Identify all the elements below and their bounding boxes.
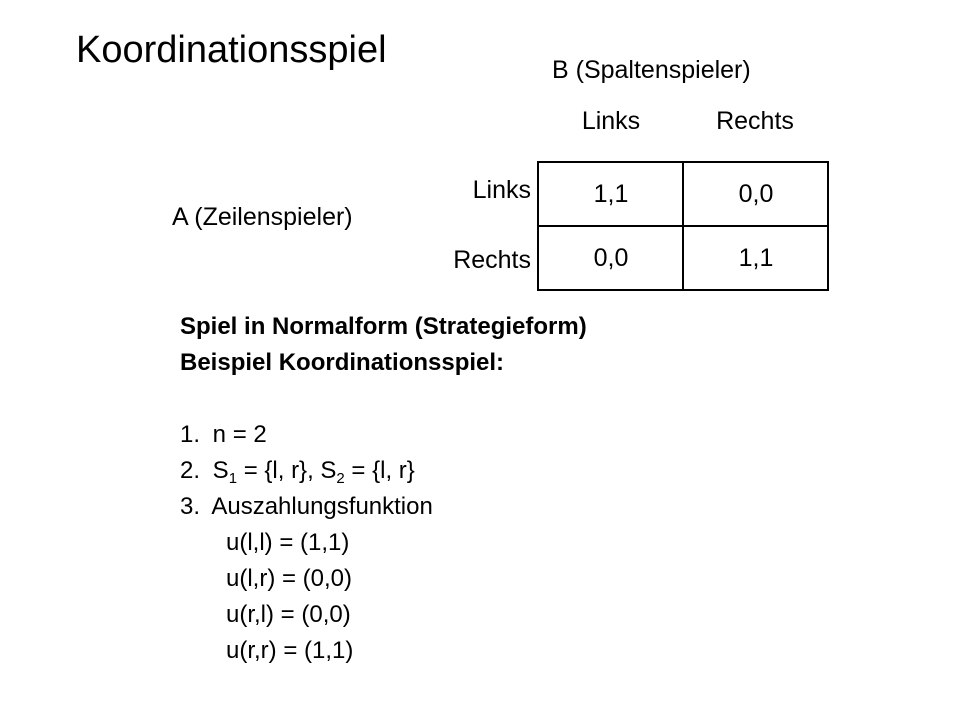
column-player-label: B (Spaltenspieler): [552, 56, 751, 84]
list-item-number: 1.: [180, 421, 201, 448]
row-header-rechts: Rechts: [453, 246, 531, 274]
row-header-links: Links: [472, 176, 531, 204]
spacer: [180, 381, 587, 417]
description-block: [180, 309, 587, 669]
list-item: [180, 489, 587, 525]
payoff-cell-rechts-rechts: 1,1: [738, 244, 774, 272]
payoff-cell-links-rechts: 0,0: [738, 180, 774, 208]
list-item-number: 2.: [180, 457, 201, 484]
strategy-set-s1-values: = {l, r}, S: [237, 457, 337, 484]
description-heading: Spiel in Normalform (Strategieform): [180, 313, 587, 340]
utility-line: u(l,r) = (0,0): [226, 565, 353, 592]
description-subheading: Beispiel Koordinationsspiel:: [180, 349, 505, 376]
strategy-set-s2-values: = {l, r}: [344, 457, 415, 484]
payoff-cell-rechts-links: 0,0: [593, 244, 629, 272]
list-item: [180, 453, 587, 489]
column-header-links: Links: [581, 107, 641, 135]
strategy-set-s1-symbol: S: [212, 457, 229, 484]
list-item-text: Auszahlungsfunktion: [211, 493, 433, 520]
utility-line: u(r,l) = (0,0): [226, 601, 351, 628]
payoff-matrix: [537, 161, 829, 291]
utility-line: u(l,l) = (1,1): [226, 529, 350, 556]
list-item-text: n = 2: [212, 421, 267, 448]
strategy-set-s2-subscript: 2: [336, 470, 345, 487]
list-item: [180, 417, 587, 453]
page-title: Koordinationsspiel: [76, 29, 387, 71]
strategy-set-s1-subscript: 1: [228, 470, 238, 487]
row-player-label: A (Zeilenspieler): [172, 203, 353, 231]
list-item-number: 3.: [180, 493, 201, 520]
utility-line: u(r,r) = (1,1): [226, 637, 354, 664]
column-header-rechts: Rechts: [716, 107, 794, 135]
payoff-cell-links-links: 1,1: [593, 180, 629, 208]
